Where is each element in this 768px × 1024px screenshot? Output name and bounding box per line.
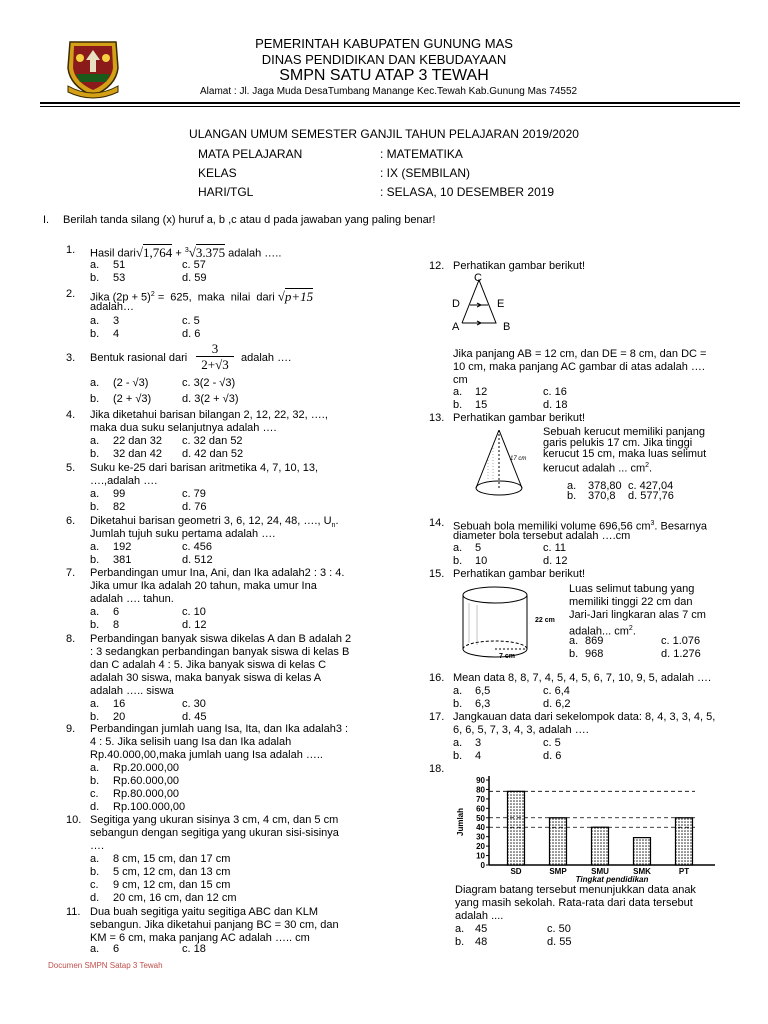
y-axis-label: Jumlah bbox=[456, 807, 465, 837]
q12-opt-a: 12 bbox=[475, 386, 488, 398]
q15-line1: Perhatikan gambar berikut! bbox=[453, 568, 586, 580]
q3-opt-b-letter: b. bbox=[90, 393, 100, 405]
q7-line3: adalah …. tahun. bbox=[90, 593, 174, 605]
y-tick-label: 50 bbox=[476, 813, 485, 823]
q1-radicand-1: 1,764 bbox=[143, 244, 173, 260]
q4-opt-a-letter: a. bbox=[90, 435, 100, 447]
q2-opt-b-letter: b. bbox=[90, 328, 100, 340]
q1-post: adalah ….. bbox=[228, 247, 282, 260]
x-tick-label: PT bbox=[678, 867, 690, 876]
q15-radius-label: 7 cm bbox=[499, 653, 515, 660]
q12-opt-a-letter: a. bbox=[453, 386, 463, 398]
q12-label-d: D bbox=[452, 298, 460, 310]
q16-opt-b: 6,3 bbox=[475, 698, 491, 710]
q13-opt-c: c. 427,04 bbox=[628, 480, 674, 492]
q8-opt-a: 16 bbox=[113, 698, 126, 710]
q18-opt-a: 45 bbox=[475, 923, 488, 935]
q6-line1-end: . bbox=[335, 515, 339, 527]
q15-desc4-end: . bbox=[632, 625, 636, 638]
q15-opt-a-letter: a. bbox=[569, 635, 579, 647]
q7-number: 7. bbox=[66, 567, 76, 579]
y-tick-label: 10 bbox=[476, 851, 485, 861]
q10-opt-d-letter: d. bbox=[90, 892, 100, 904]
x-axis-label: Tingkat pendidikan bbox=[575, 875, 649, 884]
exam-title: ULANGAN UMUM SEMESTER GANJIL TAHUN PELAJARAN 2019/2020 bbox=[189, 127, 579, 141]
q6-line1-text: Diketahui barisan geometri 3, 6, 12, 24, 48, …., U bbox=[90, 515, 332, 527]
q8-line3: dan C adalah 4 : 5. Jika banyak siswa di kelas C bbox=[90, 659, 327, 671]
q12-label-b: B bbox=[503, 321, 511, 333]
q15-opt-a: 869 bbox=[585, 635, 604, 647]
q18-bar-chart bbox=[453, 770, 723, 884]
q8-opt-b-letter: b. bbox=[90, 711, 100, 723]
q1-opt-b: 53 bbox=[113, 272, 126, 284]
q1-opt-c: c. 57 bbox=[182, 259, 206, 271]
q6-sub: n bbox=[331, 522, 336, 530]
q17-opt-b: 4 bbox=[475, 750, 482, 762]
q14-line1-end: . Besarnya bbox=[654, 520, 707, 533]
q12-label-e: E bbox=[497, 298, 505, 310]
q10-opt-a-letter: a. bbox=[90, 853, 100, 865]
q7-line2: Jika umur Ika adalah 20 tahun, maka umur Ina bbox=[90, 580, 317, 592]
q11-line2: sebangun. Jika diketahui panjang BC = 30 cm, dan bbox=[90, 919, 339, 931]
q13-desc4-end: . bbox=[649, 462, 653, 475]
q14-line2: diameter bola tersebut adalah ….cm bbox=[453, 530, 631, 542]
q12-opt-c: c. 16 bbox=[543, 386, 567, 398]
q17-number: 17. bbox=[429, 711, 445, 723]
q9-opt-d: Rp.100.000,00 bbox=[113, 801, 186, 813]
q1-opt-b-letter: b. bbox=[90, 272, 100, 284]
q4-line1: Jika diketahui barisan bilangan 2, 12, 22, 32, …., bbox=[90, 409, 328, 421]
q15-height-label: 22 cm bbox=[535, 617, 555, 624]
q6-opt-a-letter: a. bbox=[90, 541, 100, 553]
q5-number: 5. bbox=[66, 462, 76, 474]
instruction-text: Berilah tanda silang (x) huruf a, b ,c atau d pada jawaban yang paling benar! bbox=[63, 214, 436, 226]
school-title: SMPN SATU ATAP 3 TEWAH bbox=[279, 67, 489, 84]
q14-line1-text: Sebuah bola memiliki volume 696,56 cm bbox=[453, 520, 651, 533]
y-tick-label: 90 bbox=[476, 776, 485, 785]
q2-opt-d: d. 6 bbox=[182, 328, 201, 340]
q1-radicand-2: 3.375 bbox=[195, 244, 226, 260]
q7-opt-a-letter: a. bbox=[90, 606, 100, 618]
q9-opt-b-letter: b. bbox=[90, 775, 100, 787]
q5-line1: Suku ke-25 dari barisan aritmetika 4, 7, 10, 13, bbox=[90, 462, 319, 474]
q13-number: 13. bbox=[429, 412, 445, 424]
q11-opt-a: 6 bbox=[113, 943, 120, 955]
y-tick-label: 40 bbox=[476, 823, 485, 833]
q18-opt-c: c. 50 bbox=[547, 923, 571, 935]
q13-sup: 2 bbox=[645, 462, 650, 469]
q9-line2: 4 : 5. Jika selisih uang Isa dan Ika adalah bbox=[90, 736, 292, 748]
q10-opt-d: 20 cm, 16 cm, dan 12 cm bbox=[113, 892, 237, 904]
x-tick-label: SMK bbox=[633, 867, 651, 876]
q15-opt-d: d. 1.276 bbox=[661, 648, 701, 660]
gov-title: PEMERINTAH KABUPATEN GUNUNG MAS bbox=[255, 36, 513, 51]
y-tick-label: 60 bbox=[476, 804, 485, 814]
q15-desc4-text: adalah... cm bbox=[569, 625, 629, 638]
q10-opt-a: 8 cm, 15 cm, dan 17 cm bbox=[113, 853, 231, 865]
q11-opt-a-letter: a. bbox=[90, 943, 100, 955]
school-address: Alamat : Jl. Jaga Muda DesaTumbang Manange Kec.Tewah Kab.Gunung Mas 74552 bbox=[200, 86, 578, 97]
q6-opt-b-letter: b. bbox=[90, 554, 100, 566]
q3-opt-d: d. 3(2 + √3) bbox=[182, 393, 239, 405]
q16-opt-d: d. 6,2 bbox=[543, 698, 571, 710]
q7-opt-b: 8 bbox=[113, 619, 120, 631]
bar-smu bbox=[592, 827, 609, 865]
q3-pre: Bentuk rasional dari bbox=[90, 352, 188, 364]
q2-line2: adalah… bbox=[90, 301, 135, 313]
q8-number: 8. bbox=[66, 633, 76, 645]
bar-smp bbox=[550, 818, 567, 865]
bar-sd bbox=[508, 791, 525, 865]
x-tick-label: SMP bbox=[549, 867, 567, 876]
q12-text1: Jika panjang AB = 12 cm, dan DE = 8 cm, dan DC = bbox=[453, 348, 707, 360]
q5-opt-b: 82 bbox=[113, 501, 126, 513]
q15-opt-c: c. 1.076 bbox=[661, 635, 701, 647]
q8-line4: adalah 30 siswa, maka banyak siswa di kelas A bbox=[90, 672, 322, 684]
q7-opt-b-letter: b. bbox=[90, 619, 100, 631]
x-tick-label: SMU bbox=[591, 867, 609, 876]
q3-opt-a-letter: a. bbox=[90, 377, 100, 389]
q17-opt-b-letter: b. bbox=[453, 750, 463, 762]
q3-opt-a: (2 - √3) bbox=[113, 377, 149, 389]
q9-opt-d-letter: d. bbox=[90, 801, 100, 813]
q13-desc3: kerucut 15 cm, maka luas selimut bbox=[543, 448, 707, 460]
q10-opt-b-letter: b. bbox=[90, 866, 100, 878]
q10-line3: …. bbox=[90, 840, 105, 852]
q2-root: √p+15 bbox=[277, 288, 314, 304]
q14-opt-b-letter: b. bbox=[453, 555, 463, 567]
q11-line3: KM = 6 cm, maka panjang AC adalah ….. cm bbox=[90, 932, 310, 944]
q13-cone-figure bbox=[460, 426, 540, 502]
q7-opt-d: d. 12 bbox=[182, 619, 207, 631]
y-tick-label: 30 bbox=[476, 832, 485, 842]
q12-opt-d: d. 18 bbox=[543, 399, 568, 411]
q15-desc1: Luas selimut tabung yang bbox=[569, 583, 695, 595]
q13-opt-d: d. 577,76 bbox=[628, 490, 674, 502]
q2-opt-a: 3 bbox=[113, 315, 120, 327]
q4-opt-b-letter: b. bbox=[90, 448, 100, 460]
q6-opt-d: d. 512 bbox=[182, 554, 213, 566]
q17-opt-d: d. 6 bbox=[543, 750, 562, 762]
q2-sup: 2 bbox=[150, 291, 155, 298]
q8-line1: Perbandingan banyak siswa dikelas A dan B adalah 2 bbox=[90, 633, 352, 645]
q1-opt-a-letter: a. bbox=[90, 259, 100, 271]
y-tick-label: 0 bbox=[480, 861, 485, 870]
q1-opt-d: d. 59 bbox=[182, 272, 207, 284]
q11-number: 11. bbox=[66, 906, 81, 918]
q7-line1: Perbandingan umur Ina, Ani, dan Ika adalah2 : 3 : 4. bbox=[90, 567, 345, 579]
q8-opt-a-letter: a. bbox=[90, 698, 100, 710]
q12-triangle-figure bbox=[450, 272, 520, 334]
q13-line1: Perhatikan gambar berikut! bbox=[453, 412, 586, 424]
q15-opt-b-letter: b. bbox=[569, 648, 579, 660]
q15-cylinder-figure bbox=[453, 583, 563, 665]
instruction-number: I. bbox=[43, 214, 50, 226]
q8-opt-c: c. 30 bbox=[182, 698, 206, 710]
q16-line1: Mean data 8, 8, 7, 4, 5, 4, 5, 6, 7, 10, 9, 5, adalah …. bbox=[453, 672, 712, 684]
q16-opt-a-letter: a. bbox=[453, 685, 463, 697]
exam-value-date: : SELASA, 10 DESEMBER 2019 bbox=[380, 185, 555, 199]
q3-post: adalah …. bbox=[241, 352, 292, 364]
q11-line1: Dua buah segitiga yaitu segitiga ABC dan KLM bbox=[90, 906, 319, 918]
q2-mid: = 625, maka nilai dari bbox=[157, 291, 275, 304]
q6-line2: Jumlah tujuh suku pertama adalah …. bbox=[90, 528, 276, 540]
q1-root-2: √3.375 bbox=[188, 244, 226, 260]
q9-opt-b: Rp.60.000,00 bbox=[113, 775, 180, 787]
q17-opt-a-letter: a. bbox=[453, 737, 463, 749]
q14-opt-a: 5 bbox=[475, 542, 482, 554]
q6-opt-a: 192 bbox=[113, 541, 132, 553]
q1-opt-a: 51 bbox=[113, 259, 126, 271]
q9-opt-a: Rp.20.000,00 bbox=[113, 762, 180, 774]
q10-opt-c: 9 cm, 12 cm, dan 15 cm bbox=[113, 879, 231, 891]
q14-opt-c: c. 11 bbox=[543, 542, 567, 554]
q2-opt-b: 4 bbox=[113, 328, 120, 340]
q13-desc1: Sebuah kerucut memiliki panjang bbox=[543, 426, 706, 438]
q2-opt-a-letter: a. bbox=[90, 315, 100, 327]
q7-opt-c: c. 10 bbox=[182, 606, 206, 618]
q15-number: 15. bbox=[429, 568, 445, 580]
q4-opt-b: 32 dan 42 bbox=[113, 448, 162, 460]
q8-line2: : 3 sedangkan perbandingan banyak siswa di kelas B bbox=[90, 646, 350, 658]
q13-opt-b: 370,8 bbox=[588, 490, 616, 502]
q17-line1: Jangkauan data dari sekelompok data: 8, 4, 3, 3, 4, 5, bbox=[453, 711, 716, 723]
q9-line3: Rp.40.000,00,maka jumlah uang Isa adalah ….. bbox=[90, 749, 323, 761]
q12-label-c: C bbox=[474, 272, 482, 284]
q18-opt-d: d. 55 bbox=[547, 936, 572, 948]
q4-opt-c: c. 32 dan 52 bbox=[182, 435, 243, 447]
q18-number: 18. bbox=[429, 763, 445, 775]
q16-opt-c: c. 6,4 bbox=[543, 685, 570, 697]
q13-slant-label: 17 cm bbox=[510, 456, 527, 462]
bar-smk bbox=[634, 838, 651, 865]
q16-number: 16. bbox=[429, 672, 445, 684]
q18-opt-b: 48 bbox=[475, 936, 488, 948]
q15-sup: 2 bbox=[628, 625, 633, 632]
q8-opt-d: d. 45 bbox=[182, 711, 207, 723]
q13-desc4-text: kerucut adalah ... cm bbox=[543, 462, 646, 475]
q15-desc3: Jari-Jari lingkaran alas 7 cm bbox=[569, 609, 706, 621]
bar-pt bbox=[676, 818, 693, 865]
q3-numerator: 3 bbox=[196, 341, 234, 357]
q4-opt-d: d. 42 dan 52 bbox=[182, 448, 244, 460]
dept-title: DINAS PENDIDIKAN DAN KEBUDAYAAN bbox=[261, 52, 507, 67]
q14-opt-d: d. 12 bbox=[543, 555, 568, 567]
q11-opt-c: c. 18 bbox=[182, 943, 206, 955]
q15-desc2: memiliki tinggi 22 cm dan bbox=[569, 596, 693, 608]
q9-number: 9. bbox=[66, 723, 76, 735]
q12-number: 12. bbox=[429, 260, 445, 272]
q5-line2: ….,adalah …. bbox=[90, 475, 158, 487]
q17-opt-c: c. 5 bbox=[543, 737, 561, 749]
q2-number: 2. bbox=[66, 288, 76, 300]
exam-value-subject: : MATEMATIKA bbox=[380, 147, 463, 161]
q10-opt-c-letter: c. bbox=[90, 879, 99, 891]
q18-text2: yang masih sekolah. Rata-rata dari data tersebut bbox=[455, 897, 693, 909]
q1-plus: + bbox=[175, 247, 182, 260]
q3-number: 3. bbox=[66, 352, 76, 364]
q14-sup: 3 bbox=[650, 520, 655, 527]
q8-line5: adalah ….. siswa bbox=[90, 685, 174, 697]
q3-opt-b: (2 + √3) bbox=[113, 393, 152, 405]
q12-text2: 10 cm, maka panjang AC gambar di atas adalah …. bbox=[453, 361, 705, 373]
y-tick-label: 70 bbox=[476, 794, 485, 804]
q14-opt-b: 10 bbox=[475, 555, 488, 567]
q18-text3: adalah .... bbox=[455, 910, 504, 922]
q9-opt-a-letter: a. bbox=[90, 762, 100, 774]
q2-radicand: p+15 bbox=[284, 288, 314, 304]
header-divider bbox=[40, 102, 740, 104]
q6-opt-c: c. 456 bbox=[182, 541, 212, 553]
q13-desc4 bbox=[543, 459, 652, 476]
q3-opt-c: c. 3(2 - √3) bbox=[182, 377, 236, 389]
q1-number: 1. bbox=[66, 244, 76, 256]
q1-root-1: √1,764 bbox=[135, 244, 173, 260]
q10-number: 10. bbox=[66, 814, 82, 826]
q18-text1: Diagram batang tersebut menunjukkan data anak bbox=[455, 884, 696, 896]
footer-text: Documen SMPN Satap 3 Tewah bbox=[48, 961, 163, 970]
q18-opt-a-letter: a. bbox=[455, 923, 465, 935]
exam-label-subject: MATA PELAJARAN bbox=[198, 147, 303, 161]
q4-number: 4. bbox=[66, 409, 76, 421]
q10-line2: sebangun dengan segitiga yang ukuran sisi-sisinya bbox=[90, 827, 339, 839]
q13-desc2: garis pelukis 17 cm. Jika tinggi bbox=[543, 437, 693, 449]
q10-line1: Segitiga yang ukuran sisinya 3 cm, 4 cm, dan 5 cm bbox=[90, 814, 339, 826]
q12-opt-b-letter: b. bbox=[453, 399, 463, 411]
q12-label-a: A bbox=[452, 321, 460, 333]
q13-opt-a-letter: a. bbox=[567, 480, 577, 492]
q4-opt-a: 22 dan 32 bbox=[113, 435, 162, 447]
q1-pre: Hasil dari bbox=[90, 247, 136, 260]
exam-value-class: : IX (SEMBILAN) bbox=[380, 166, 471, 180]
q14-number: 14. bbox=[429, 517, 445, 529]
q2-pre: Jika (2p + 5) bbox=[90, 291, 151, 304]
q14-opt-a-letter: a. bbox=[453, 542, 463, 554]
header-divider-thin bbox=[40, 106, 740, 107]
q12-opt-b: 15 bbox=[475, 399, 488, 411]
q8-opt-b: 20 bbox=[113, 711, 126, 723]
q3-denominator: 2+√3 bbox=[201, 357, 229, 372]
q4-line2: maka dua suku selanjutnya adalah …. bbox=[90, 422, 277, 434]
q1-root-index: 3 bbox=[184, 247, 189, 254]
q5-opt-b-letter: b. bbox=[90, 501, 100, 513]
q9-line1: Perbandingan jumlah uang Isa, Ita, dan Ika adalah3 : bbox=[90, 723, 349, 735]
q18-opt-b-letter: b. bbox=[455, 936, 465, 948]
q9-opt-c: Rp.80.000,00 bbox=[113, 788, 180, 800]
q10-opt-b: 5 cm, 12 cm, dan 13 cm bbox=[113, 866, 231, 878]
x-tick-label: SD bbox=[510, 867, 522, 876]
q13-opt-a: 378,80 bbox=[588, 480, 622, 492]
q5-opt-d: d. 76 bbox=[182, 501, 207, 513]
exam-label-class: KELAS bbox=[198, 166, 237, 180]
q5-opt-a: 99 bbox=[113, 488, 126, 500]
y-tick-label: 20 bbox=[476, 842, 485, 852]
q17-line2: 6, 6, 5, 7, 3, 4, 3, adalah …. bbox=[453, 724, 589, 736]
q3-fraction bbox=[196, 341, 234, 372]
q6-number: 6. bbox=[66, 515, 76, 527]
q13-opt-b-letter: b. bbox=[567, 490, 577, 502]
q15-opt-b: 968 bbox=[585, 648, 604, 660]
q16-opt-a: 6,5 bbox=[475, 685, 491, 697]
exam-label-date: HARI/TGL bbox=[198, 185, 254, 199]
q12-text3: cm bbox=[453, 374, 468, 386]
q2-opt-c: c. 5 bbox=[182, 315, 200, 327]
q9-opt-c-letter: c. bbox=[90, 788, 99, 800]
q6-opt-b: 381 bbox=[113, 554, 132, 566]
q16-opt-b-letter: b. bbox=[453, 698, 463, 710]
q5-opt-c: c. 79 bbox=[182, 488, 206, 500]
q7-opt-a: 6 bbox=[113, 606, 120, 618]
q12-line1: Perhatikan gambar berikut! bbox=[453, 260, 586, 272]
q5-opt-a-letter: a. bbox=[90, 488, 100, 500]
q17-opt-a: 3 bbox=[475, 737, 482, 749]
y-tick-label: 80 bbox=[476, 785, 485, 795]
